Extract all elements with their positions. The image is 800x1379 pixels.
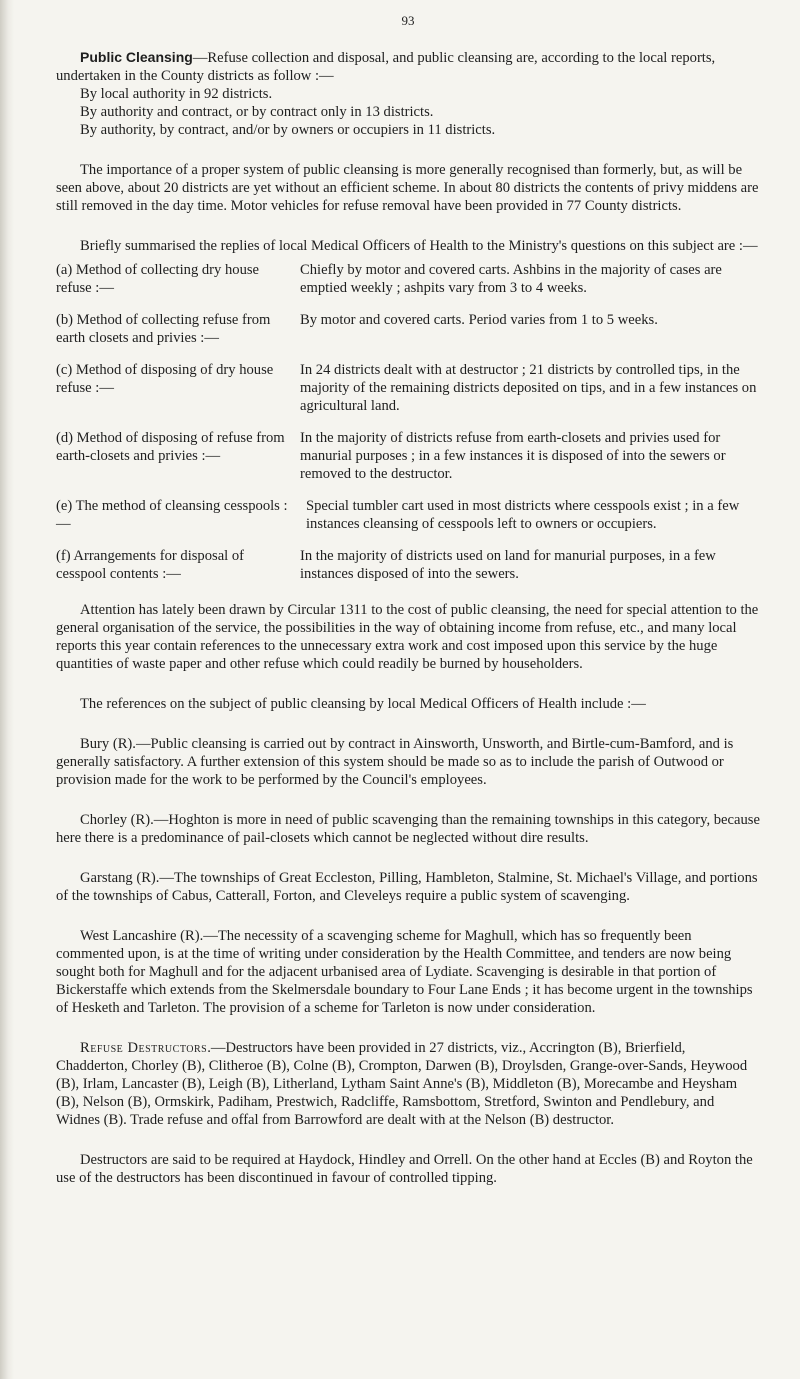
question-b: (b) Method of collecting refuse from earth closets and privies :— — [56, 312, 271, 346]
answer-d: In the majority of districts refuse from earth-closets and privies used for manurial purposes ; in a few instances it is disposed of into the sewers or removed to the destructor. — [300, 430, 726, 482]
destructors-required-paragraph: Destructors are said to be required at Haydock, Hindley and Orrell. On the other hand at Eccles (B) and Royton the use of the destructors has been discontinued in favour of controlled tipping. — [56, 1152, 753, 1186]
summary-paragraph: Briefly summarised the replies of local Medical Officers of Health to the Ministry's questions on this subject are :— — [80, 238, 758, 254]
qa-row-b — [56, 311, 760, 347]
answer-c: In 24 districts dealt with at destructor ; 21 districts by controlled tips, in the majority of the remaining districts deposited on tips, and in a few instances on agricultural land. — [300, 362, 757, 414]
destructors-paragraph — [56, 1039, 760, 1129]
public-cleansing-paragraph — [56, 48, 760, 85]
public-cleansing-text: —Refuse collection and disposal, and public cleansing are, according to the local reports, undertaken in the County districts as follow :— — [56, 50, 716, 84]
references-paragraph: The references on the subject of public cleansing by local Medical Officers of Health include :— — [80, 696, 646, 712]
chorley-paragraph: Chorley (R).—Hoghton is more in need of public scavenging than the remaining townships in this category, because here there is a predominance of pail-closets which cannot be neglected without dire results. — [56, 812, 760, 846]
question-c: (c) Method of disposing of dry house refuse :— — [56, 362, 274, 396]
question-f: (f) Arrangements for disposal of cesspool contents :— — [56, 548, 245, 582]
list-item: By local authority in 92 districts. — [80, 86, 273, 102]
page-number: 93 — [401, 13, 415, 28]
destructors-text: .—Destructors have been provided in 27 districts, viz., Accrington (B), Brierfield, Chadderton, Chorley (B), Clitheroe (B), Colne (B), Crompton, Darwen (B), Droylsden, Grange-over-Sands, Heywood (B), Irlam, Lancaster (B), Leigh (B), Litherland, Lytham Saint Anne's (B), Middleton (B), Morecambe and Heysham (B), Nelson (B), Ormskirk, Padiham, Prestwich, Radcliffe, Ramsbottom, Stretford, Swinton and Pendlebury, and Widnes (B). Trade refuse and offal from Barrowford are dealt with at the Nelson (B) destructor. — [56, 1040, 748, 1128]
attention-paragraph: Attention has lately been drawn by Circular 1311 to the cost of public cleansing, the need for special attention to the general organisation of the service, the possibilities in the way of obtaining income from refuse, etc., and many local reports this year contain references to the unnecessary extra work and cost imposed upon this service by the huge quantities of waste paper and other refuse which could readily be burned by householders. — [56, 602, 759, 672]
answer-b: By motor and covered carts. Period varies from 1 to 5 weeks. — [300, 312, 658, 328]
importance-paragraph: The importance of a proper system of public cleansing is more generally recognised than formerly, but, as will be seen above, about 20 districts are yet without an efficient scheme. In about 80 districts the contents of privy middens are still removed in the day time. Motor vehicles for refuse removal have been provided in 77 County districts. — [56, 162, 759, 214]
garstang-paragraph: Garstang (R).—The townships of Great Eccleston, Pilling, Hambleton, Stalmine, St. Michael's Village, and portions of the townships of Cabus, Catterall, Forton, and Cleveleys require a public system of scavenging. — [56, 870, 758, 904]
qa-row-d — [56, 429, 760, 483]
qa-row-f — [56, 547, 760, 583]
qa-row-a — [56, 261, 760, 297]
answer-a: Chiefly by motor and covered carts. Ashbins in the majority of cases are emptied weekly ; ashpits vary from 3 to 4 weeks. — [300, 262, 722, 296]
bury-paragraph: Bury (R).—Public cleansing is carried out by contract in Ainsworth, Unsworth, and Birtle-cum-Bamford, and is generally satisfactory. A further extension of this system should be made so as to include the parish of Outwood or provision made for the work to be performed by the Council's employees. — [56, 736, 734, 788]
question-a: (a) Method of collecting dry house refuse :— — [56, 262, 260, 296]
destructors-heading: Refuse Destructors — [80, 1040, 208, 1056]
west-lancashire-paragraph: West Lancashire (R).—The necessity of a scavenging scheme for Maghull, which has so frequently been commented upon, is at the time of writing under consideration by the Health Committee, and tenders are now being sought both for Maghull and for the adjacent urbanised area of Lydiate. Scavenging is desirable in that portion of Bickerstaffe which extends from the Skelmersdale boundary to Four Lane Ends ; it has become urgent in the townships of Hesketh and Tarleton. The provision of a scheme for Tarleton is now under consideration. — [56, 928, 753, 1016]
answer-e: Special tumbler cart used in most districts where cesspools exist ; in a few instances cleansing of cesspools left to owners or occupiers. — [306, 498, 740, 532]
qa-row-e — [56, 497, 760, 533]
list-item: By authority and contract, or by contract only in 13 districts. — [80, 104, 434, 120]
page-binding-shadow — [0, 0, 14, 1379]
answer-f: In the majority of districts used on land for manurial purposes, in a few instances disposed of into the sewers. — [300, 548, 716, 582]
question-d: (d) Method of disposing of refuse from earth-closets and privies :— — [56, 430, 285, 464]
question-e: (e) The method of cleansing cesspools :— — [56, 498, 288, 532]
document-page — [56, 12, 760, 1187]
public-cleansing-heading: Public Cleansing — [80, 49, 193, 65]
qa-row-c — [56, 361, 760, 415]
list-item: By authority, by contract, and/or by owners or occupiers in 11 districts. — [80, 122, 496, 138]
